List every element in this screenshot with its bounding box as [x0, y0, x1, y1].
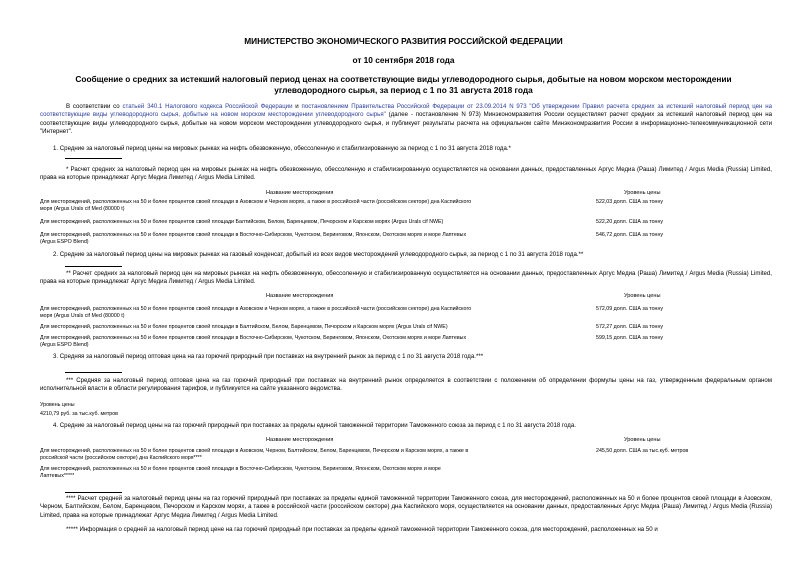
table1-header-price: Уровень цены	[624, 190, 661, 196]
section-3-heading: 3. Средняя за налоговый период оптовая цена на газ горючий природный при поставках на внутренний рынок за период с 1 по 31 августа 2018 года.***	[53, 353, 484, 360]
table1-header-name: Название месторождения	[266, 190, 334, 196]
row-name: Для месторождений, расположенных на 50 и более процентов своей площади в Восточно-Сибирском, Чукотском, Беринговом, Японском, Охотском морях и море	[40, 466, 441, 472]
row-name-cont: (Argus ESPO Blend)	[40, 342, 89, 348]
document-date: от 10 сентября 2018 года	[352, 55, 455, 65]
table4-header-name: Название месторождения	[266, 437, 334, 443]
gas-price-level-label: Уровень цены	[40, 402, 75, 408]
row-price: 245,50 долл. США за тыс.куб. метров	[596, 448, 689, 454]
row-name-cont: моря (Argus Urals cif Med (80000 t)	[40, 206, 125, 212]
table2-header-price: Уровень цены	[624, 293, 661, 299]
row-price: 522,03 долл. США за тонну	[596, 199, 664, 205]
row-name-cont: российской части (российском секторе) дна Каспийского моря****	[40, 455, 202, 461]
row-price: 599,15 долл. США за тонну	[596, 335, 664, 341]
table-row	[40, 335, 580, 349]
table4-header-price: Уровень цены	[624, 437, 661, 443]
row-price: 522,20 долл. США за тонну	[596, 219, 664, 225]
tax-code-link[interactable]: статьей 340.1 Налогового кодекса Российской Федерации	[122, 103, 293, 110]
section-1-heading: 1. Средние за налоговый период цены на мировых рынках на нефть обезвоженную, обессоленную и стабилизированную за период с 1 по 31 августа 2018 года.*	[53, 145, 511, 152]
footnote-3: *** Средняя за налоговый период оптовая цена на газ горючий природный при поставках на внутренний рынок определяется в соответствии с положением об определении формулы цены на газ, утвержденным федеральным органом исполнительной власти в области регулирования тарифов, и публикуется на сайте указанного ведомства.	[40, 377, 772, 393]
row-price: 546,72 долл. США за тонну	[596, 232, 664, 238]
footnote-divider	[65, 266, 122, 267]
row-name: Для месторождений, расположенных на 50 и более процентов своей площади в Восточно-Сибирском, Чукотском, Беринговом, Японском, Охотском морях и море Лаптевых	[40, 232, 467, 238]
footnote-1: * Расчет средних за налоговый период цен на мировых рынках на нефть обезвоженную, обессоленную и стабилизированную осуществляется на основании данных, предоставленных Аргус Медиа (Раша) Лимитед / Argus Media (Russia) Limited, права на которые принадлежат Аргус Медиа Лимитед / Argus Media Limited.	[40, 166, 772, 182]
row-name: Для месторождений, расположенных на 50 и более процентов своей площади в Азовском и Черном морях, а также в российской части (российском секторе) дна Каспийского	[40, 306, 472, 312]
row-price: 572,09 долл. США за тонну	[596, 306, 664, 312]
row-name: Для месторождений, расположенных на 50 и более процентов своей площади в Балтийском, Белом, Баренцевом, Печорском и Карском морях (Argus Urals cif NWE)	[40, 324, 448, 330]
table-row	[40, 199, 580, 213]
intro-paragraph	[40, 103, 772, 136]
footnote-4: **** Расчет средней за налоговый период цены на газ горючий природный при поставках за пределы единой таможенной территории Таможенного союза, для месторождений, расположенных на 50 и более процентов своей площади в Азовском, Черном, Балтийском, Белом, Баренцевом, Печорском и Карском морях, а также в российской части (российском секторе) дна Каспийского моря, осуществляется на основании данных, предоставленных Аргус Медиа (Раша) Лимитед / Argus Media (Russia) Limited, права на которые принадлежат Аргус Медиа Лимитед / Argus Media Limited.	[40, 495, 772, 519]
row-name-cont: Лаптевых*****	[40, 473, 75, 479]
document-title-line2: углеводородного сырья, за период с 1 по 31 августа 2018 года	[274, 85, 533, 95]
table-row	[40, 324, 580, 331]
intro-rest: (далее - постановление N 973) Минэкономразвития России осуществляет расчет средних за истекший налоговый период цен на соответствующие виды углеводородного сырья, добытые на новом морском месторождении углеводородного сырья, и публикует результаты расчета на официальном сайте Минэкономразвития России в информационно-телекоммуникационной сети "Интернет".	[40, 111, 772, 135]
resolution-973-link[interactable]: постановлением Правительства Российской Федерации от 23.09.2014 N 973 "Об утверждении Правил расчета средних за истекший налоговый период цен на соответствующие виды углеводородного сырья, добытые на новом морском месторождении углеводородного сырья"	[40, 103, 772, 119]
row-name-cont: моря (Argus Urals cif Med (80000 t)	[40, 313, 125, 319]
table-row	[40, 232, 580, 246]
row-name: Для месторождений, расположенных на 50 и более процентов своей площади в Азовском, Черном, Балтийском, Белом, Баренцевом, Печорском и Карском морях, а также в	[40, 448, 469, 454]
intro-mid: и	[292, 103, 302, 110]
section-4-heading: 4. Средние за налоговый период цены на газ горючий природный при поставках за пределы единой таможенной территории Таможенного союза за период с 1 по 31 августа 2018 года.	[53, 422, 576, 429]
footnote-divider	[65, 492, 122, 493]
document-title-line1: Сообщение о средних за истекший налоговый период ценах на соответствующие виды углеводородного сырья, добытые на новом морском месторождении	[75, 74, 732, 84]
ministry-heading: МИНИСТЕРСТВО ЭКОНОМИЧЕСКОГО РАЗВИТИЯ РОССИЙСКОЙ ФЕДЕРАЦИИ	[244, 36, 563, 46]
row-name-cont: (Argus ESPO Blend)	[40, 239, 89, 245]
row-name: Для месторождений, расположенных на 50 и более процентов своей площади в Восточно-Сибирском, Чукотском, Беринговом, Японском, Охотском морях и море Лаптевых	[40, 335, 467, 341]
row-name: Для месторождений, расположенных на 50 и более процентов своей площади Балтийском, Белом, Баренцевом, Печорском и Карском морях (Argus Urals cif NWE)	[40, 219, 444, 225]
footnote-divider	[65, 158, 122, 159]
table-row	[40, 219, 580, 226]
footnote-divider	[65, 372, 122, 373]
row-price: 572,27 долл. США за тонну	[596, 324, 664, 330]
footnote-5: ***** Информация о средней за налоговый период цене на газ горючий природный при поставках за пределы единой таможенной территории Таможенного союза, для месторождений, расположенных на 50 и	[66, 526, 658, 533]
table-row	[40, 306, 580, 320]
table2-header-name: Название месторождения	[266, 293, 334, 299]
row-name: Для месторождений, расположенных на 50 и более процентов своей площади в Азовском и Черном морях, а также в российской части (российском секторе) дна Каспийского	[40, 199, 472, 205]
footnote-2: ** Расчет средних за налоговый период цен на мировых рынках на нефть обезвоженную, обессоленную и стабилизированную осуществляется на основании данных, предоставленных Аргус Медиа (Раша) Лимитед / Argus Media (Russia) Limited, права на которые принадлежат Аргус Медиа Лимитед / Argus Media Limited.	[40, 270, 772, 286]
section-2-heading: 2. Средние за налоговый период цены на мировых рынках на газовый конденсат, добытый из всех видов месторождений углеводородного сырья, за период с 1 по 31 августа 2018 года.**	[53, 251, 584, 258]
intro-prefix: В соответствии со	[66, 103, 123, 110]
gas-price-level-value: 4210,79 руб. за тыс.куб. метров	[40, 411, 118, 417]
table-row	[40, 448, 580, 462]
table-row	[40, 466, 580, 480]
